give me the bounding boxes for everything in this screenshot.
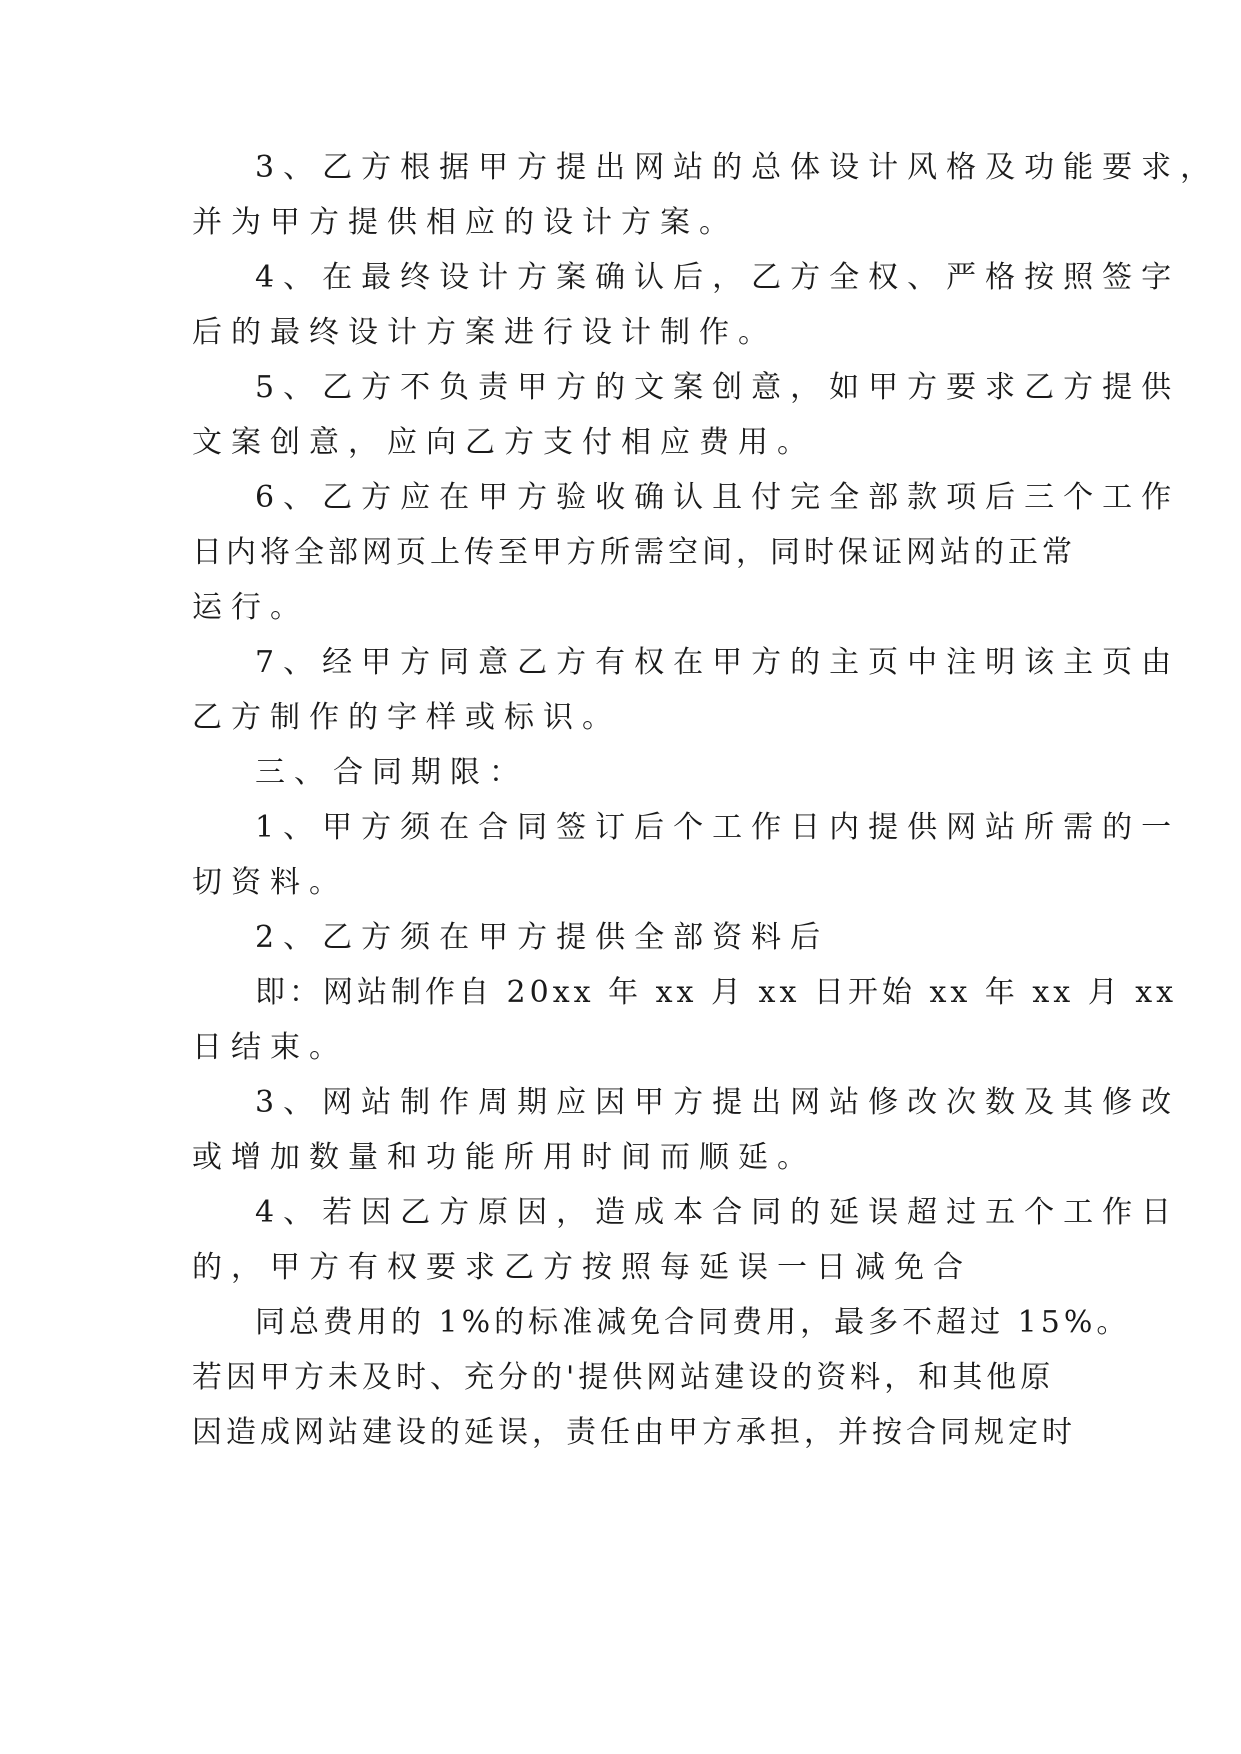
clause-6-line-3: 运行。 bbox=[192, 590, 309, 625]
term-2-line-2: 即：网站制作自 20xx 年 xx 月 xx 日开始 xx 年 xx 月 xx bbox=[255, 975, 1178, 1010]
section-heading-contract-term: 三、合同期限： bbox=[255, 755, 528, 790]
term-1-line-1: 1、甲方须在合同签订后个工作日内提供网站所需的一 bbox=[255, 810, 1181, 845]
term-4-line-5: 因造成网站建设的延误，责任由甲方承担，并按合同规定时 bbox=[192, 1415, 1076, 1450]
clause-3-line-2: 并为甲方提供相应的设计方案。 bbox=[192, 205, 738, 240]
clause-3-line-1: 3、乙方根据甲方提出网站的总体设计风格及功能要求， bbox=[255, 150, 1220, 185]
clause-6-line-1: 6、乙方应在甲方验收确认且付完全部款项后三个工作 bbox=[255, 480, 1181, 515]
term-4-line-3: 同总费用的 1%的标准减免合同费用，最多不超过 15%。 bbox=[255, 1305, 1131, 1340]
term-4-line-2: 的，甲方有权要求乙方按照每延误一日减免合 bbox=[192, 1250, 972, 1285]
clause-5-line-1: 5、乙方不负责甲方的文案创意，如甲方要求乙方提供 bbox=[255, 370, 1181, 405]
clause-7-line-2: 乙方制作的字样或标识。 bbox=[192, 700, 621, 735]
term-1-line-2: 切资料。 bbox=[192, 865, 348, 900]
clause-5-line-2: 文案创意，应向乙方支付相应费用。 bbox=[192, 425, 816, 460]
clause-4-line-2: 后的最终设计方案进行设计制作。 bbox=[192, 315, 777, 350]
term-3-line-1: 3、网站制作周期应因甲方提出网站修改次数及其修改 bbox=[255, 1085, 1181, 1120]
clause-7-line-1: 7、经甲方同意乙方有权在甲方的主页中注明该主页由 bbox=[255, 645, 1181, 680]
term-3-line-2: 或增加数量和功能所用时间而顺延。 bbox=[192, 1140, 816, 1175]
term-4-line-1: 4、若因乙方原因，造成本合同的延误超过五个工作日 bbox=[255, 1195, 1181, 1230]
term-2-line-1: 2、乙方须在甲方提供全部资料后 bbox=[255, 920, 830, 955]
term-4-line-4: 若因甲方未及时、充分的'提供网站建设的资料，和其他原 bbox=[192, 1360, 1055, 1395]
clause-4-line-1: 4、在最终设计方案确认后，乙方全权、严格按照签字 bbox=[255, 260, 1181, 295]
clause-6-line-2: 日内将全部网页上传至甲方所需空间，同时保证网站的正常 bbox=[192, 535, 1076, 570]
term-2-line-3: 日结束。 bbox=[192, 1030, 348, 1065]
